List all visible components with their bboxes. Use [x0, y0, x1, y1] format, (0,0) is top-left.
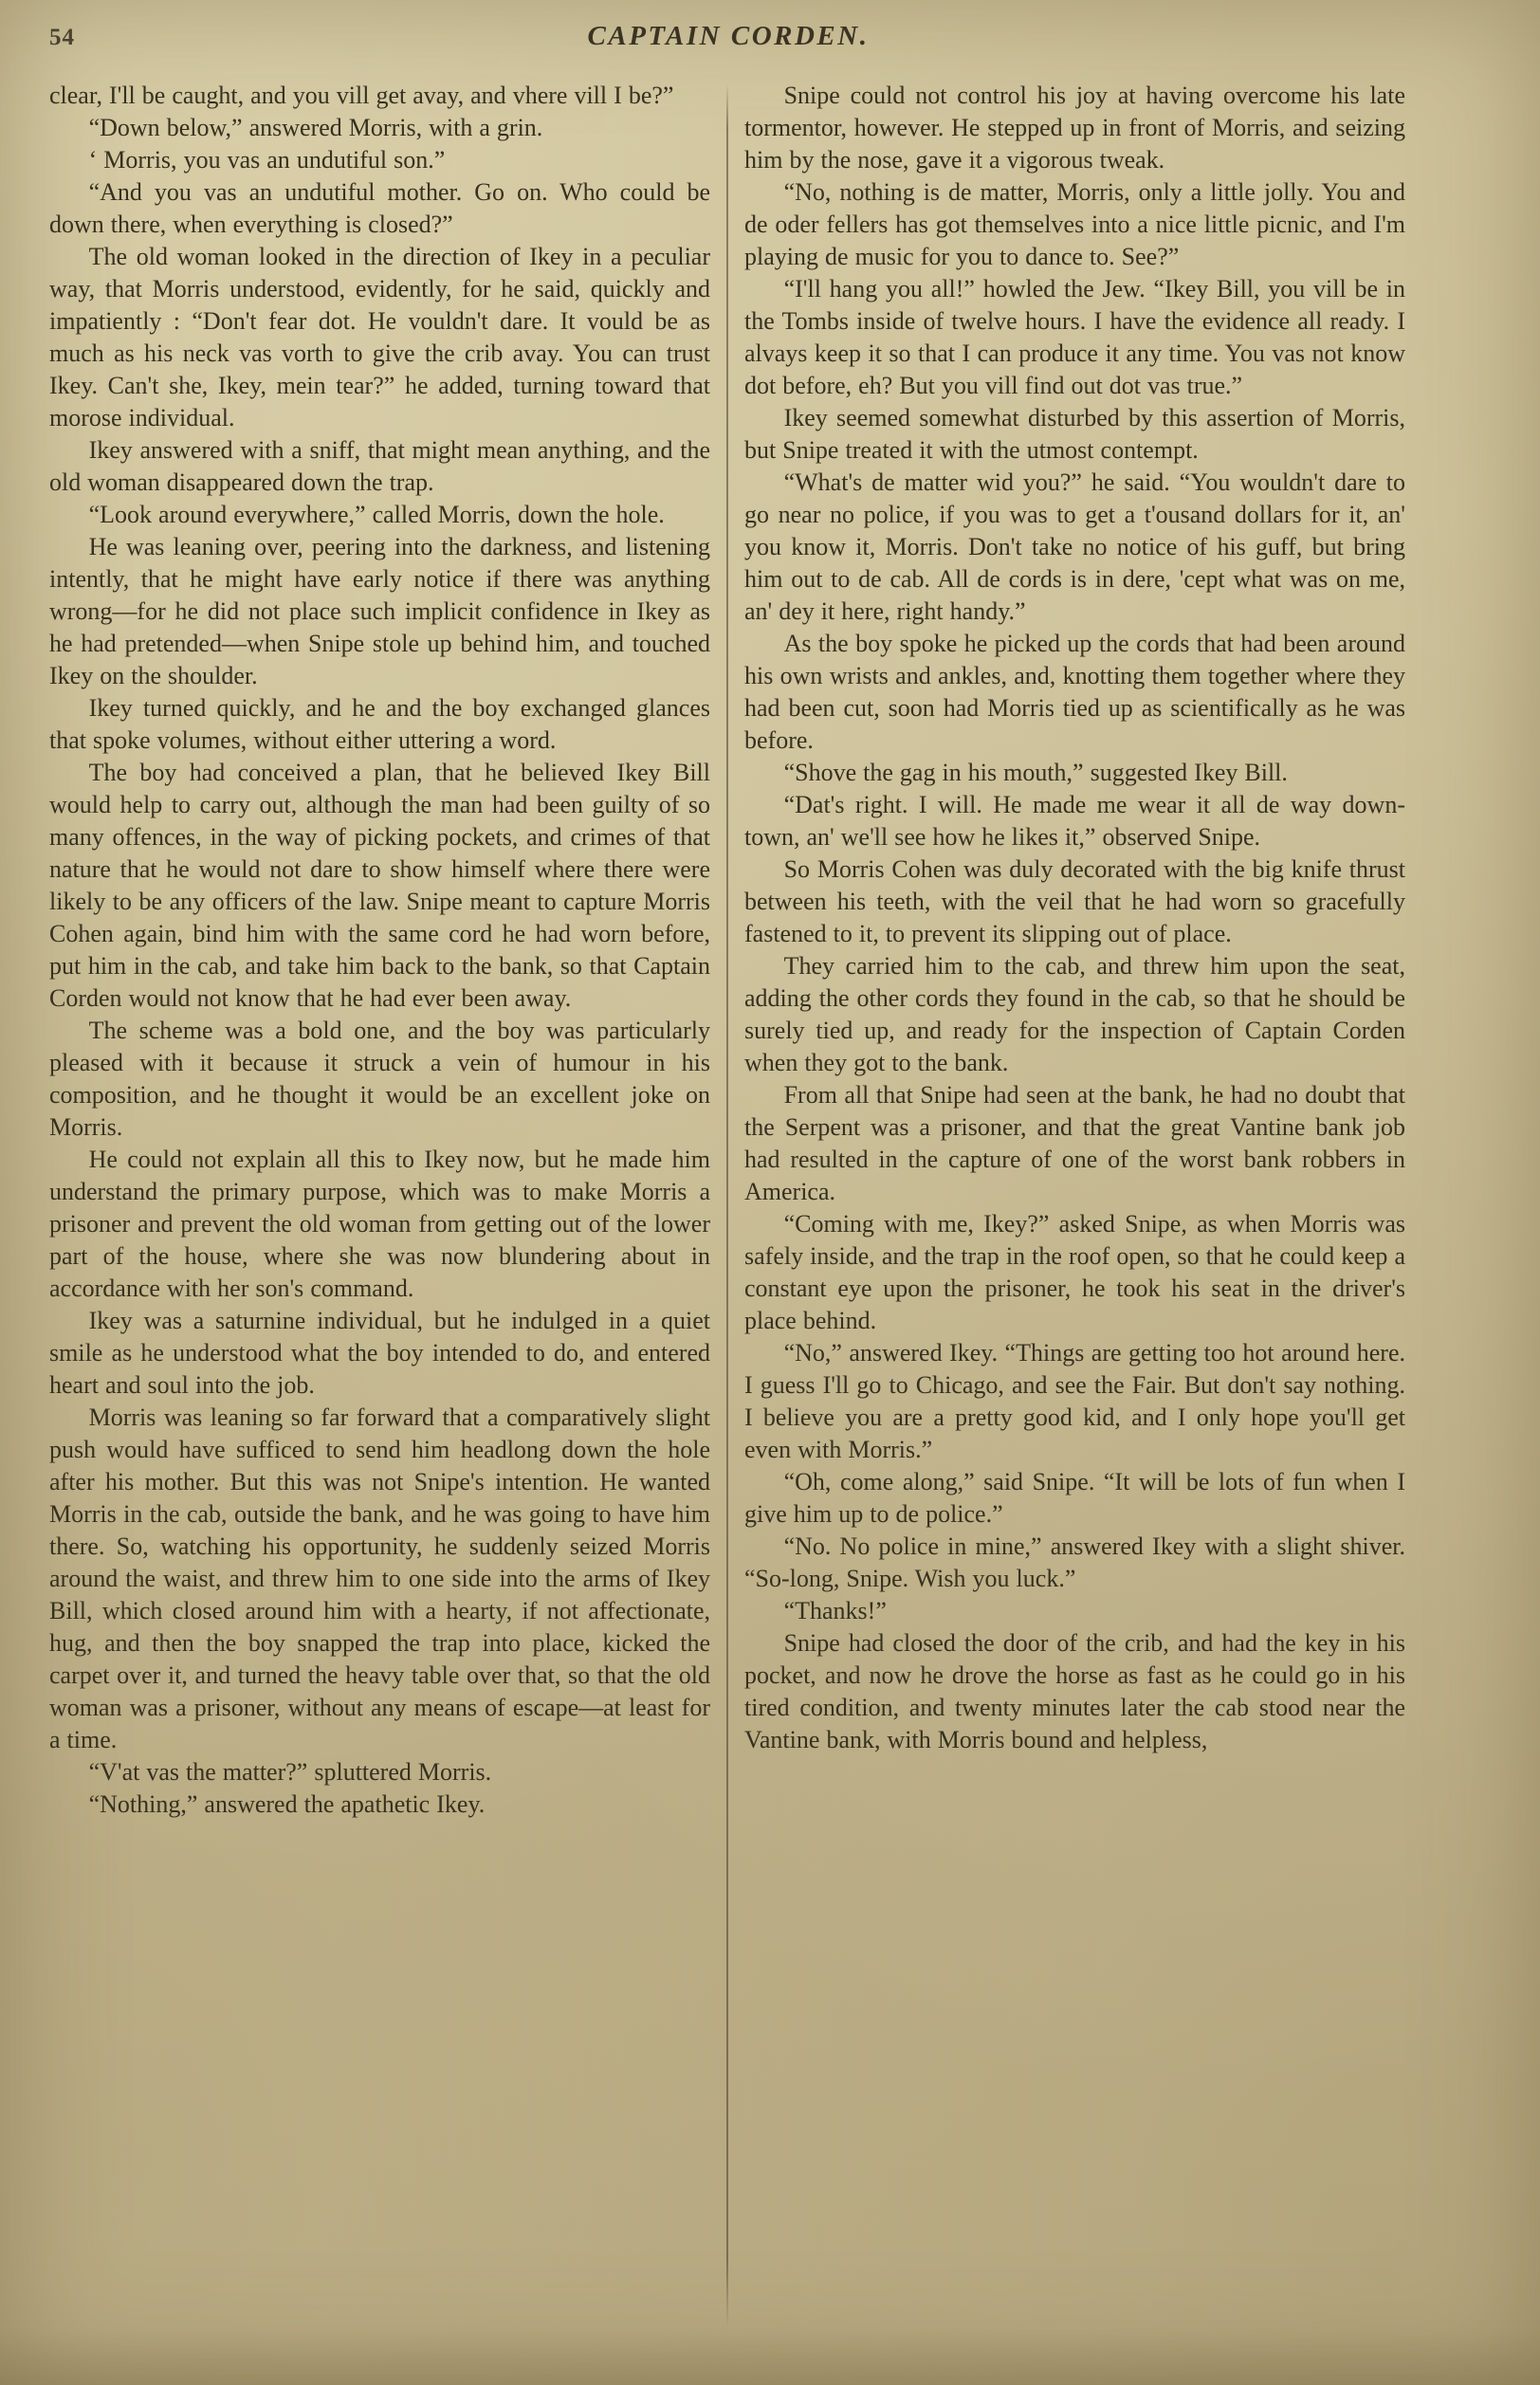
paragraph: “No. No police in mine,” answered Ikey with a slight shiver. “So-long, Snipe. Wish you luck.” [744, 1532, 1405, 1592]
paragraph: Ikey turned quickly, and he and the boy exchanged glances that spoke volumes, without either uttering a word. [49, 694, 710, 754]
paragraph: ‘ Morris, you vas an undutiful son.” [88, 146, 446, 174]
paragraph: He could not explain all this to Ikey now, but he made him understand the primary purpose, which was to make Morris a prisoner and prevent the old woman from getting out of the lower part of the house, where she was now blundering about in accordance with her son's command. [49, 1146, 710, 1302]
paragraph: “Nothing,” answered the apathetic Ikey. [88, 1790, 486, 1818]
paragraph: The scheme was a bold one, and the boy was particularly pleased with it because it struck a vein of humour in his composition, and he thought it would be an excellent joke on Morris. [49, 1017, 710, 1141]
left-column [49, 80, 710, 2356]
paragraph: “I'll hang you all!” howled the Jew. “Ikey Bill, you vill be in the Tombs inside of twelve hours. I have the evidence all ready. I alvays keep it so that I can produce it any time. You vas not know dot before, eh? But you vill find out dot vas true.” [744, 275, 1405, 399]
paragraph: As the boy spoke he picked up the cords that had been around his own wrists and ankles, and, knotting them together where they had been cut, soon had Morris tied up as scientifically as he was before. [744, 630, 1405, 754]
paragraph: “Dat's right. I will. He made me wear it all de way down-town, an' we'll see how he likes it,” observed Snipe. [744, 791, 1405, 851]
page-number: 54 [49, 25, 75, 50]
column-divider [726, 83, 728, 2327]
right-column [744, 80, 1405, 2356]
paragraph: “Thanks!” [783, 1597, 887, 1624]
paragraph: “Look around everywhere,” called Morris, down the hole. [88, 501, 665, 528]
paragraph: Morris was leaning so far forward that a comparatively slight push would have sufficed to send him headlong down the hole after his mother. But this was not Snipe's intention. He wanted Morris in the cab, outside the bank, and he was going to have him there. So, watching his opportunity, he suddenly seized Morris around the waist, and threw him to one side into the arms of Ikey Bill, which closed around him with a hearty, if not affectionate, hug, and then the boy snapped the trap into place, kicked the carpet over it, and turned the heavy table over that, so that the old woman was a prisoner, without any means of escape—at least for a time. [49, 1403, 710, 1753]
paragraph: From all that Snipe had seen at the bank, he had no doubt that the Serpent was a prisoner, and that the great Vantine bank job had resulted in the capture of one of the worst bank robbers in America. [744, 1081, 1405, 1205]
paragraph: Ikey seemed somewhat disturbed by this assertion of Morris, but Snipe treated it with the utmost contempt. [744, 404, 1405, 464]
paragraph: “No, nothing is de matter, Morris, only a little jolly. You and de oder fellers has got themselves into a nice little picnic, and I'm playing de music for you to dance to. See?” [744, 178, 1405, 270]
paragraph: “V'at vas the matter?” spluttered Morris. [88, 1758, 492, 1786]
paragraph: “Shove the gag in his mouth,” suggested Ikey Bill. [783, 759, 1288, 786]
paragraph: Ikey answered with a sniff, that might mean anything, and the old woman disappeared down the trap. [49, 436, 710, 496]
page-header [0, 0, 1540, 76]
paragraph: So Morris Cohen was duly decorated with the big knife thrust between his teeth, with the veil that he had worn so gracefully fastened to it, to prevent its slipping out of place. [744, 855, 1405, 947]
paragraph: “Down below,” answered Morris, with a grin. [88, 114, 543, 141]
paragraph: “What's de matter wid you?” he said. “You wouldn't dare to go near no police, if you was to get a t'ousand dollars for it, an' you know it, Morris. Don't take no notice of his guff, but bring him out to de cab. All de cords is in dere, 'cept what was on me, an' dey it here, right handy.” [744, 468, 1405, 625]
paragraph: “And you vas an undutiful mother. Go on. Who could be down there, when everything is closed?” [49, 178, 710, 238]
paragraph: Snipe could not control his joy at having overcome his late tormentor, however. He stepped up in front of Morris, and seizing him by the nose, gave it a vigorous tweak. [744, 82, 1405, 174]
paragraph: “Coming with me, Ikey?” asked Snipe, as when Morris was safely inside, and the trap in the roof open, so that he could keep a constant eye upon the prisoner, he took his seat in the driver's place behind. [744, 1210, 1405, 1334]
paragraph: The boy had conceived a plan, that he believed Ikey Bill would help to carry out, although the man had been guilty of so many offences, in the way of picking pockets, and crimes of that nature that he would not dare to show himself where there were likely to be any officers of the law. Snipe meant to capture Morris Cohen again, bind him with the same cord he had worn before, put him in the cab, and take him back to the bank, so that Captain Corden would not know that he had ever been away. [49, 759, 710, 1012]
paragraph: Ikey was a saturnine individual, but he indulged in a quiet smile as he understood what the boy intended to do, and entered heart and soul into the job. [49, 1307, 710, 1399]
paragraph: He was leaning over, peering into the darkness, and listening intently, that he might have early notice if there was anything wrong—for he did not place such implicit confidence in Ikey as he had pretended—when Snipe stole up behind him, and touched Ikey on the shoulder. [49, 533, 710, 689]
paragraph: Snipe had closed the door of the crib, and had the key in his pocket, and now he drove the horse as fast as he could go in his tired condition, and twenty minutes later the cab stood near the Vantine bank, with Morris bound and helpless, [744, 1629, 1405, 1753]
paragraph: They carried him to the cab, and threw him upon the seat, adding the other cords they found in the cab, so that he should be surely tied up, and ready for the inspection of Captain Corden when they got to the bank. [744, 952, 1405, 1076]
text-columns [0, 76, 1540, 2356]
paragraph: clear, I'll be caught, and you vill get avay, and vhere vill I be?” [49, 82, 674, 109]
paragraph: “Oh, come along,” said Snipe. “It will be lots of fun when I give him up to de police.” [744, 1468, 1405, 1528]
paragraph: The old woman looked in the direction of Ikey in a peculiar way, that Morris understood, evidently, for he said, quickly and impatiently : “Don't fear dot. He vouldn't dare. It vould be as much as his neck vas vorth to give the crib avay. You can trust Ikey. Can't she, Ikey, mein tear?” he added, turning toward that morose individual. [49, 243, 710, 431]
paragraph: “No,” answered Ikey. “Things are getting too hot around here. I guess I'll go to Chicago, and see the Fair. But don't say nothing. I believe you are a pretty good kid, and I only hope you'll get even with Morris.” [744, 1339, 1405, 1463]
running-title: CAPTAIN CORDEN. [587, 21, 870, 51]
